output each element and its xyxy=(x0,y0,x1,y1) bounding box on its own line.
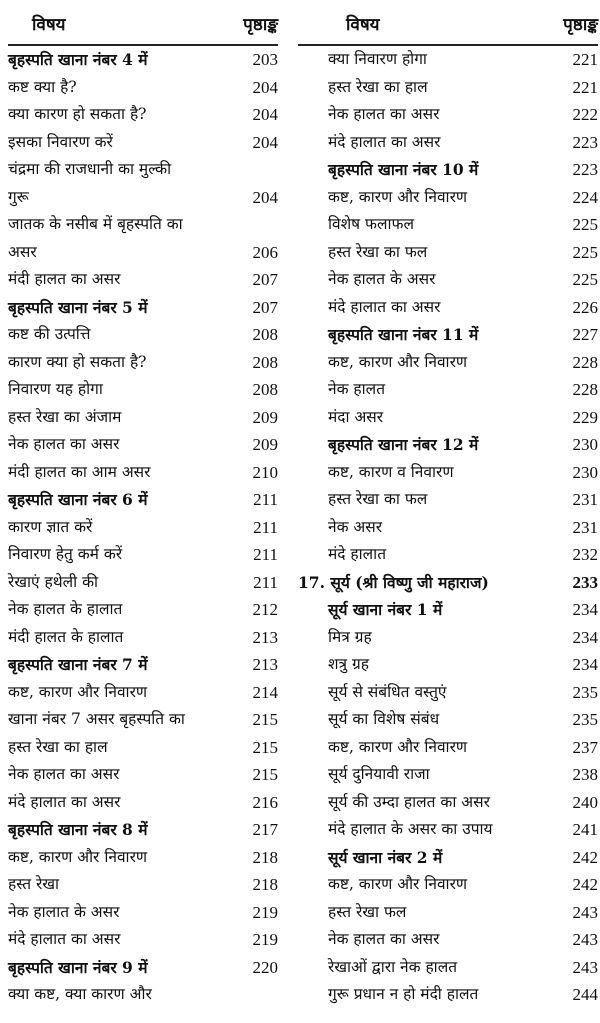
entry-title: मंदे हालात का असर xyxy=(328,297,441,316)
entry-title: सूर्य खाना नंबर 1 में xyxy=(328,600,443,619)
entry-title: मंदे हालात xyxy=(328,545,387,563)
entry-title: गुरू प्रधान न हो मंदी हालत xyxy=(328,985,479,1003)
entry-page-number: 242 xyxy=(572,875,598,894)
toc-entry xyxy=(8,431,278,459)
entry-title: शत्रु ग्रह xyxy=(328,655,369,673)
entry-title: कष्ट, कारण और निवारण xyxy=(328,875,468,893)
entry-page-number: 224 xyxy=(572,187,598,207)
entry-title: नेक हालत का असर xyxy=(328,105,440,123)
entry-page-number: 242 xyxy=(572,847,598,867)
toc-entry xyxy=(298,184,598,212)
entry-title: मंदा असर xyxy=(328,407,384,426)
entry-page-number: 235 xyxy=(572,682,598,702)
toc-section-entry xyxy=(298,431,598,459)
toc-entry xyxy=(8,981,278,1009)
left-column-header xyxy=(8,0,278,46)
toc-entry xyxy=(298,679,598,707)
entry-page-number: 235 xyxy=(572,710,598,729)
entry-title: कारण ज्ञात करें xyxy=(8,517,93,536)
entry-page-number: 232 xyxy=(572,545,598,564)
entry-title: हस्त रेखा का फल xyxy=(328,490,428,508)
entry-title: सूर्य से संबंधित वस्तुएं xyxy=(328,682,447,701)
entry-title: कारण क्या हो सकता है? xyxy=(8,352,147,371)
entry-title: कष्ट, कारण व निवारण xyxy=(328,462,454,481)
toc-entry xyxy=(298,954,598,982)
entry-page-number: 215 xyxy=(252,710,278,729)
entry-page-number: 234 xyxy=(572,627,598,647)
entry-page-number: 218 xyxy=(252,847,278,867)
toc-entry xyxy=(8,926,278,954)
entry-page-number: 225 xyxy=(572,242,598,262)
entry-title: मंदी हालत का आम असर xyxy=(8,462,151,481)
entry-page-number: 216 xyxy=(252,792,278,812)
toc-entry xyxy=(298,651,598,679)
toc-section-entry xyxy=(298,569,598,597)
entry-page-number: 209 xyxy=(252,407,278,427)
entry-title: कष्ट, कारण और निवारण xyxy=(8,847,148,866)
entry-title: बृहस्पति खाना नंबर 6 में xyxy=(8,490,148,509)
entry-page-number: 221 xyxy=(572,77,598,97)
toc-entry xyxy=(8,129,278,157)
toc-entry xyxy=(298,46,598,74)
entry-title: बृहस्पति खाना नंबर 12 में xyxy=(328,435,479,454)
toc-entry xyxy=(298,376,598,404)
toc-entry xyxy=(8,899,278,927)
entry-title: नेक हालत का असर xyxy=(8,765,120,783)
toc-entry xyxy=(298,761,598,789)
toc-entry xyxy=(298,211,598,239)
entry-title: जातक के नसीब में बृहस्पति का xyxy=(8,215,183,233)
entry-page-number: 204 xyxy=(252,187,278,207)
toc-section-entry xyxy=(298,321,598,349)
entry-title: हस्त रेखा का अंजाम xyxy=(8,407,122,426)
entry-title: नेक हालत का असर xyxy=(328,930,440,948)
entry-page-number: 225 xyxy=(572,270,598,289)
toc-section-entry xyxy=(298,156,598,184)
entry-page-number: 206 xyxy=(252,242,278,262)
entry-page-number: 207 xyxy=(252,297,278,317)
entry-page-number: 231 xyxy=(572,490,598,509)
entry-page-number: 243 xyxy=(572,902,598,922)
entry-title: मित्र ग्रह xyxy=(328,627,372,646)
entry-page-number: 204 xyxy=(252,132,278,152)
toc-entry xyxy=(298,459,598,487)
subject-heading: विषय xyxy=(346,15,380,35)
entry-page-number: 244 xyxy=(572,985,598,1004)
toc-entry xyxy=(298,926,598,954)
entry-title: नेक हालत xyxy=(328,380,386,398)
entry-title: कष्ट, कारण और निवारण xyxy=(328,737,468,756)
toc-entry xyxy=(298,239,598,267)
entry-title: हस्त रेखा का फल xyxy=(328,242,428,261)
entry-title: सूर्य का विशेष संबंध xyxy=(328,710,440,728)
entry-page-number: 226 xyxy=(572,297,598,317)
toc-entry xyxy=(298,74,598,102)
entry-title: मंदी हालत का असर xyxy=(8,270,121,288)
entry-title: बृहस्पति खाना नंबर 7 में xyxy=(8,655,148,674)
toc-entry xyxy=(8,184,278,212)
toc-entry xyxy=(8,321,278,349)
entry-title: हस्त रेखा का हाल xyxy=(8,737,108,756)
entry-page-number: 215 xyxy=(252,737,278,757)
entry-page-number: 209 xyxy=(252,435,278,454)
entry-page-number: 211 xyxy=(253,572,278,592)
toc-entry xyxy=(298,706,598,734)
toc-entry xyxy=(298,541,598,569)
toc-entry xyxy=(8,569,278,597)
entry-title: कष्ट, कारण और निवारण xyxy=(8,682,148,701)
toc-entry xyxy=(298,294,598,322)
entry-title: नेक हालत के हालात xyxy=(8,600,123,618)
entry-page-number: 223 xyxy=(572,132,598,152)
toc-entry xyxy=(8,266,278,294)
entry-page-number: 208 xyxy=(252,325,278,344)
toc-section-entry xyxy=(8,954,278,982)
toc-entry xyxy=(298,899,598,927)
entry-title: मंदे हालात का असर xyxy=(8,930,121,948)
entry-page-number: 238 xyxy=(572,765,598,784)
right-entry-list xyxy=(298,46,598,1009)
left-entry-list xyxy=(8,46,278,1009)
entry-page-number: 203 xyxy=(252,50,278,69)
toc-entry xyxy=(8,239,278,267)
entry-title: क्या निवारण होगा xyxy=(328,50,427,68)
subject-heading: विषय xyxy=(32,15,66,35)
toc-entry xyxy=(8,514,278,542)
toc-entry xyxy=(8,101,278,129)
toc-entry xyxy=(298,349,598,377)
toc-entry xyxy=(8,459,278,487)
entry-title: नेक असर xyxy=(328,517,383,536)
toc-entry xyxy=(8,734,278,762)
entry-title: बृहस्पति खाना नंबर 10 में xyxy=(328,160,479,179)
toc-entry xyxy=(8,871,278,899)
entry-title: कष्ट, कारण और निवारण xyxy=(328,352,468,371)
toc-entry xyxy=(8,156,278,184)
entry-page-number: 214 xyxy=(252,682,278,702)
toc-entry xyxy=(298,734,598,762)
toc-entry xyxy=(298,404,598,432)
page-heading: पृष्ठाङ्क xyxy=(243,15,278,35)
entry-page-number: 228 xyxy=(572,352,598,372)
entry-page-number: 204 xyxy=(252,77,278,97)
entry-title: बृहस्पति खाना नंबर 5 में xyxy=(8,297,148,317)
entry-title: खाना नंबर 7 असर बृहस्पति का xyxy=(8,710,185,728)
toc-entry xyxy=(8,706,278,734)
toc-entry xyxy=(298,101,598,129)
toc-section-entry xyxy=(8,486,278,514)
entry-title: नेक हालत का असर xyxy=(8,435,120,453)
entry-page-number: 241 xyxy=(572,820,598,839)
entry-page-number: 211 xyxy=(253,545,278,564)
entry-title: नेक हालत के असर xyxy=(328,270,436,288)
entry-page-number: 208 xyxy=(252,380,278,399)
toc-entry xyxy=(8,349,278,377)
entry-page-number: 213 xyxy=(252,655,278,674)
entry-page-number: 233 xyxy=(572,572,598,592)
toc-entry xyxy=(8,789,278,817)
entry-page-number: 223 xyxy=(572,160,598,179)
entry-page-number: 211 xyxy=(253,490,278,509)
toc-section-entry xyxy=(8,651,278,679)
entry-title: बृहस्पति खाना नंबर 9 में xyxy=(8,957,148,977)
entry-page-number: 230 xyxy=(572,462,598,482)
entry-title: विशेष फलाफल xyxy=(328,215,414,233)
toc-entry xyxy=(298,789,598,817)
page-heading: पृष्ठाङ्क xyxy=(563,15,598,35)
entry-page-number: 212 xyxy=(252,600,278,619)
entry-page-number: 219 xyxy=(252,930,278,949)
toc-entry xyxy=(8,596,278,624)
toc-entry xyxy=(8,624,278,652)
entry-page-number: 213 xyxy=(252,627,278,647)
toc-entry xyxy=(298,624,598,652)
entry-page-number: 219 xyxy=(252,902,278,922)
entry-title: हस्त रेखा का हाल xyxy=(328,77,428,96)
toc-entry xyxy=(8,74,278,102)
entry-page-number: 211 xyxy=(253,517,278,537)
entry-title: मंदे हालात का असर xyxy=(8,792,121,811)
entry-title: बृहस्पति खाना नंबर 8 में xyxy=(8,820,148,839)
entry-title: बृहस्पति खाना नंबर 11 में xyxy=(328,325,479,344)
entry-page-number: 204 xyxy=(252,105,278,124)
left-column xyxy=(8,0,278,1009)
entry-page-number: 207 xyxy=(252,270,278,289)
entry-title: रेखाओं द्वारा नेक हालत xyxy=(328,957,458,976)
entry-title: क्या कारण हो सकता है? xyxy=(8,105,147,123)
entry-page-number: 227 xyxy=(572,325,598,344)
toc-entry xyxy=(298,129,598,157)
entry-page-number: 243 xyxy=(572,957,598,977)
entry-page-number: 237 xyxy=(572,737,598,757)
toc-section-entry xyxy=(298,844,598,872)
entry-page-number: 231 xyxy=(572,517,598,537)
toc-entry xyxy=(298,514,598,542)
entry-title: निवारण यह होगा xyxy=(8,380,103,398)
entry-page-number: 217 xyxy=(252,820,278,839)
toc-entry xyxy=(298,266,598,294)
entry-title: क्या कष्ट, क्या कारण और xyxy=(8,985,152,1003)
entry-title: बृहस्पति खाना नंबर 4 में xyxy=(8,50,148,69)
entry-title: 17. सूर्य (श्री विष्णु जी महाराज) xyxy=(298,572,489,592)
entry-title: गुरू xyxy=(8,187,29,206)
entry-title: सूर्य की उम्दा हालत का असर xyxy=(328,792,490,811)
entry-title: कष्ट की उत्पत्ति xyxy=(8,325,91,343)
entry-title: सूर्य खाना नंबर 2 में xyxy=(328,847,443,867)
entry-page-number: 225 xyxy=(572,215,598,234)
toc-entry xyxy=(8,844,278,872)
entry-title: असर xyxy=(8,242,37,261)
entry-page-number: 215 xyxy=(252,765,278,784)
toc-entry xyxy=(298,981,598,1009)
entry-title: मंदे हालात के असर का उपाय xyxy=(328,820,493,838)
entry-title: निवारण हेतु कर्म करें xyxy=(8,545,123,563)
entry-page-number: 221 xyxy=(572,50,598,69)
entry-page-number: 234 xyxy=(572,600,598,619)
entry-page-number: 243 xyxy=(572,930,598,949)
entry-title: नेक हालात के असर xyxy=(8,902,120,921)
entry-page-number: 229 xyxy=(572,407,598,427)
toc-entry xyxy=(298,486,598,514)
entry-title: हस्त रेखा xyxy=(8,875,60,893)
toc-entry xyxy=(298,871,598,899)
toc-section-entry xyxy=(8,46,278,74)
entry-page-number: 222 xyxy=(572,105,598,124)
entry-title: रेखाएं हथेली की xyxy=(8,572,99,591)
entry-page-number: 234 xyxy=(572,655,598,674)
toc-section-entry xyxy=(298,596,598,624)
entry-title: मंदे हालात का असर xyxy=(328,132,441,151)
toc-section-entry xyxy=(8,294,278,322)
entry-title: चंद्रमा की राजधानी का मुल्की xyxy=(8,160,172,178)
entry-page-number: 240 xyxy=(572,792,598,812)
entry-page-number: 218 xyxy=(252,875,278,894)
entry-page-number: 220 xyxy=(252,957,278,977)
right-column xyxy=(298,0,598,1009)
entry-title: इसका निवारण करें xyxy=(8,132,113,151)
entry-title: कष्ट, कारण और निवारण xyxy=(328,187,468,206)
entry-page-number: 210 xyxy=(252,462,278,482)
toc-entry xyxy=(8,541,278,569)
entry-title: कष्ट क्या है? xyxy=(8,77,77,96)
entry-title: हस्त रेखा फल xyxy=(328,902,407,921)
entry-page-number: 208 xyxy=(252,352,278,372)
toc-entry xyxy=(8,211,278,239)
toc-entry xyxy=(8,404,278,432)
entry-page-number: 230 xyxy=(572,435,598,454)
toc-entry xyxy=(8,761,278,789)
entry-title: सूर्य दुनियावी राजा xyxy=(328,765,430,783)
entry-title: मंदी हालत के हालात xyxy=(8,627,124,646)
toc-entry xyxy=(8,376,278,404)
toc-entry xyxy=(8,679,278,707)
toc-entry xyxy=(298,816,598,844)
right-column-header xyxy=(298,0,598,46)
toc-section-entry xyxy=(8,816,278,844)
entry-page-number: 228 xyxy=(572,380,598,399)
